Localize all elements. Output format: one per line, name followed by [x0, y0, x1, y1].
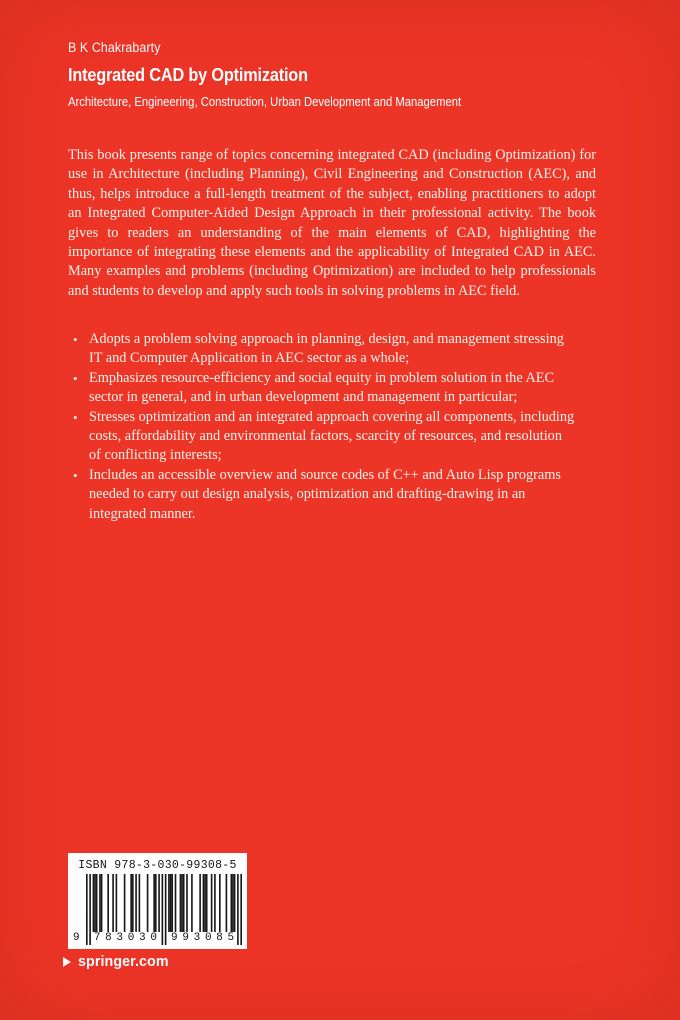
highlight-item: • Stresses optimization and an integrated approach covering all components, including costs, affordability and environmental factors, scarcity of resources, and resolution of conflicting interests; [68, 408, 576, 466]
barcode-digits-right: 9 9 3 0 8 5 [168, 932, 237, 945]
isbn-barcode-block [68, 853, 247, 949]
publisher-site: springer.com [78, 953, 169, 970]
author-name: B K Chakrabarty [68, 40, 161, 55]
barcode-bars [86, 874, 242, 945]
book-subtitle: Architecture, Engineering, Construction, Urban Development and Management [68, 94, 462, 109]
barcode-lead-digit: 9 [73, 932, 80, 944]
barcode-digits-left: 7 8 3 0 3 0 [91, 932, 160, 945]
highlight-item: • Includes an accessible overview and source codes of C++ and Auto Lisp programs needed to carry out design analysis, optimization and drafting-drawing in an integrated manner. [68, 466, 576, 524]
highlight-item: • Adopts a problem solving approach in planning, design, and management stressing IT and Computer Application in AEC sector as a whole; [68, 330, 576, 369]
right-triangle-icon [63, 957, 71, 967]
book-title: Integrated CAD by Optimization [68, 64, 308, 85]
highlight-item: • Emphasizes resource-efficiency and social equity in problem solution in the AEC sector in general, and in urban development and management in particular; [68, 369, 576, 408]
highlights-list [68, 330, 576, 524]
publisher-brand [63, 953, 173, 970]
barcode-row [73, 874, 242, 945]
book-description: This book presents range of topics concerning integrated CAD (including Optimization) for use in Architecture (including Planning), Civil Engineering and Construction (AEC), and thus, helps introduce a full-length treatment of the subject, enabling practitioners to adopt an Integrated Computer-Aided Design Approach in their professional activity. The book gives to readers an understanding of the main elements of CAD, highlighting the importance of integrating these elements and the applicability of Integrated CAD in AEC. Many examples and problems (including Optimization) are included to help professionals and students to develop and apply such tools in solving problems in AEC field. [68, 147, 596, 299]
isbn-label: ISBN 978-3-030-99308-5 [78, 859, 237, 872]
